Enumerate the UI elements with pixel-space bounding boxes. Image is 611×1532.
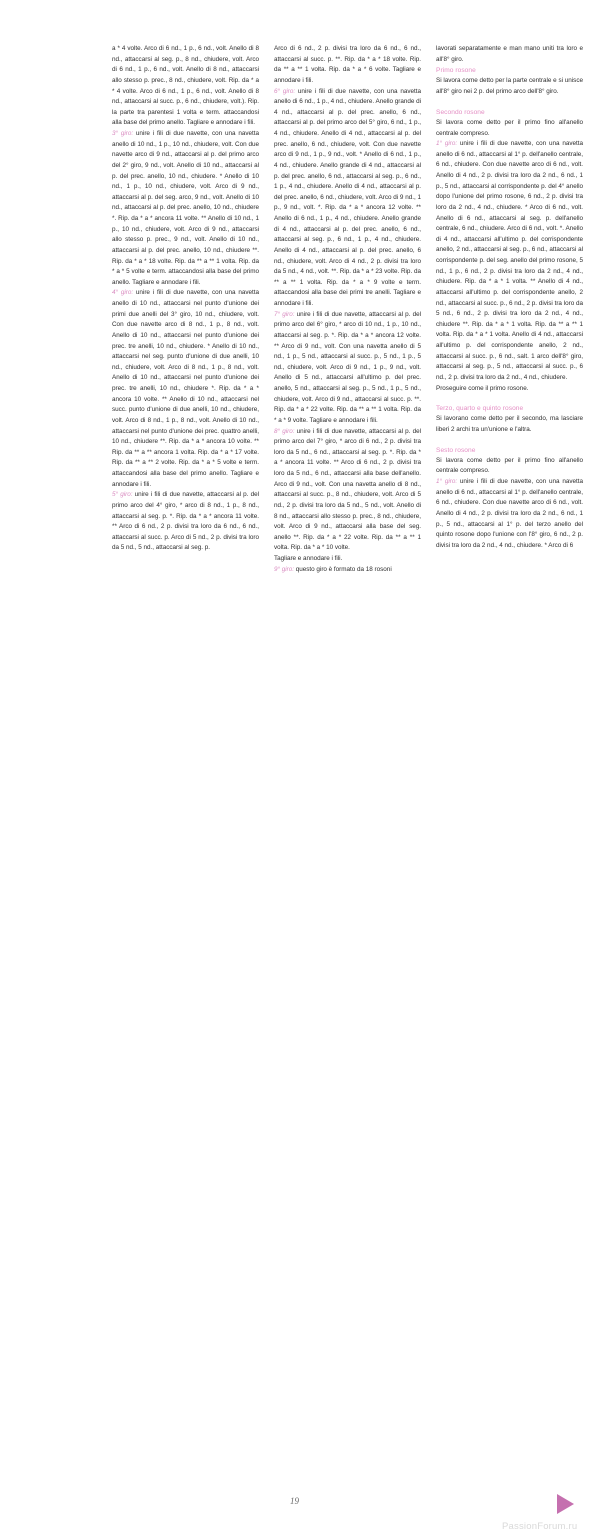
giro-4-paragraph xyxy=(112,288,259,490)
giro-label: 9° giro: xyxy=(274,565,295,573)
heading-primo-rosone: Primo rosone xyxy=(436,67,476,75)
giro-1-secondo-rosone xyxy=(436,139,583,383)
heading-secondo-rosone: Secondo rosone xyxy=(436,108,485,116)
giro-label: 1° giro: xyxy=(436,140,458,148)
section-spacer xyxy=(436,394,583,403)
giro-text: unire i fili di due navette, attaccarsi al p. del primo arco del 6° giro, * arco di 10 nd., 1 p., 10 nd., attaccarsi al seg. p. *. Rip. da * a * ancora 12 volte. ** Arco di 9 nd., volt. Con una navetta anello di 5 nd., 1 p., 5 nd., attaccarsi al succ. p., 5 nd., 1 p., 5 nd., chiudere, volt. Arco di 9 nd., 1 p., 9 nd., volt. Anello di 5 nd., attaccarsi all'ultimo p. del prec. anello, 5 nd., attaccarsi al seg. p., 5 nd., 1 p., 5 nd., chiudere, volt. Arco di 9 nd., attaccarsi al succ. p. **. Rip. da * a * 22 volte. Rip. da ** a ** 1 volta. Rip. da * a * 9 volte. Tagliare e annodare i fili. xyxy=(274,310,421,424)
giro-9-paragraph xyxy=(274,565,421,576)
giro-8-paragraph xyxy=(274,427,421,555)
giro-7-paragraph xyxy=(274,310,421,427)
giro-5-paragraph xyxy=(112,490,259,554)
giro-label: 8° giro: xyxy=(274,427,295,435)
watermark-passionforum: PassionForum.ru xyxy=(502,1521,578,1532)
giro-6-paragraph xyxy=(274,87,421,310)
proseguire-paragraph: Proseguire come il primo rosone. xyxy=(436,384,529,392)
page-number: 19 xyxy=(290,1496,299,1506)
giro-label: 1° giro: xyxy=(436,478,458,486)
primo-rosone-paragraph: Si lavora come detto per la parte centrale e si unisce all'8° giro nei 2 p. del primo arco dell'8° giro. xyxy=(436,77,583,96)
right-column xyxy=(436,44,583,551)
play-triangle-icon xyxy=(557,1494,574,1514)
giro-text: unire i fili di due navette, con una navetta anello di 6 nd., attaccarsi al 1° p. dell'anello centrale, 6 nd., chiudere. Con due navette arco di 6 nd., volt. Anello di 4 nd., 2 p. divisi tra loro da 2 nd., 6 nd., 1 p., 5 nd., attaccarsi al 1° p. del terzo anello del quinto rosone dopo l'unione con l'8° giro, 6 nd., 2 p. divisi tra loro da 2 nd., 4 nd., chiudere. * Arco di 6 xyxy=(436,478,583,549)
continuation-paragraph: Arco di 6 nd., 2 p. divisi tra loro da 6 nd., 6 nd., attaccarsi al succ. p. **. Rip. da * a * 18 volte. Rip. da ** a ** 1 volta. Rip. da * a * 6 volte. Tagliare e annodare i fili. xyxy=(274,45,421,84)
section-spacer xyxy=(436,98,583,107)
continuation-paragraph: a * 4 volte. Arco di 6 nd., 1 p., 6 nd., volt. Anello di 8 nd., attaccarsi al seg. p., 8 nd., chiudere, volt. Arco di 6 nd., 1 p., 6 nd., volt. Anello di 8 nd., attaccarsi allo stesso p. prec., 8 nd., chiudere, volt. Rip. da * a * 4 volte. Arco di 6 nd., 1 p., 6 nd., volt. Anello di 8 nd., attaccarsi al succ. p., 6 nd., chiudere, volt.). Rip. la parte tra parentesi 1 volta e term. attaccandosi alla base del primo anello. Tagliare e annodare i fili. xyxy=(112,45,259,127)
continuation-paragraph: lavorati separatamente e man mano uniti tra loro e all'8° giro. xyxy=(436,45,583,63)
section-spacer xyxy=(436,436,583,445)
giro-label: 5° giro: xyxy=(112,491,133,499)
giro-text: unire i fili di due navette, con una navetta anello di 6 nd., attaccarsi al 1° p. dell'anello centrale, 6 nd., chiudere. Con due navette arco di 6 nd., volt. Anello di 4 nd., 2 p. divisi tra loro da 2 nd., 6 nd., 1 p., 5 nd., attaccarsi al corrispondente p. del 4° anello dopo l'unione del primo rosone, 6 nd., 2 p. divisi tra loro da 2 nd., 4 nd., chiudere. * Arco di 6 nd., volt. Anello di 6 nd., attaccarsi al seg. p. dell'anello centrale, 6 nd., chiudere. Arco di 6 nd., volt. *. Anello di 4 nd., attaccarsi all'ultimo p. del corrispondente anello, 2 nd., attaccarsi al seg. p., 6 nd., attaccarsi al corrispondente p. del seg. anello del primo rosone, 5 nd., 1 p., 6 nd., 2 p. divisi tra loro da 2 nd., 4 nd., chiudere. Rip. da * a * 1 volta. ** Anello di 4 nd., attaccarsi all'ultimo p. del corrispondente anello, 2 nd., attaccarsi al succ. p., 6 nd., 2 p. divisi tra loro da 5 nd., 6 nd., 2 p. divisi tra loro da 2 nd., 4 nd., chiudere **. Rip. da * a * 1 volta. Rip. da ** a ** 1 volta. Rip. da * a * 1 volta. Anello di 4 nd., attaccarsi all'ultimo p. del corrispondente anello, 2 nd., attaccarsi al succ. p., 6 nd., salt. 1 arco dell'8° giro, attaccarsi al seg. p., 5 nd., attaccarsi al succ. p., 6 nd., 2 p. divisi tra loro da 2 nd., 4 nd., chiudere. xyxy=(436,140,583,381)
heading-sesto-rosone: Sesto rosone xyxy=(436,446,476,454)
giro-text: unire i fili di due navette, con una navetta anello di 10 nd., 1 p., 10 nd., chiudere, volt. Con due navette arco di 9 nd., attaccarsi al p. del primo arco del 2° giro, 9 nd., volt. Anello di 10 nd., attaccarsi al p. del prec. anello, 10 nd., chiudere. * Anello di 10 nd., 1 p., 10 nd., chiudere, volt. Arco di 9 nd., attaccarsi al p. del seg. arco, 9 nd., volt. Anello di 10 nd., attaccarsi al p. del prec. anello, 10 nd., chiudere *. Rip. da * a * ancora 11 volte. ** Anello di 10 nd., 1 p., 10 nd., chiudere, volt. Arco di 9 nd., attaccarsi allo stesso p. prec., 9 nd., volt. Anello di 10 nd., attaccarsi al p. del prec. anello, 10 nd., chiudere **. Rip. da * a * 18 volte. Rip. da ** a ** 1 volta. Rip. da * a * 5 volte e term. attaccandosi alla base del primo anello. Tagliare e annodare i fili. xyxy=(112,130,259,286)
giro-text: unire i fili di due navette, attaccarsi al p. del primo arco del 4° giro, * arco di 8 nd., 1 p., 8 nd., attaccarsi al seg. p. *. Rip. da * a * ancora 11 volte. ** Arco di 6 nd., 2 p. divisi tra loro da 6 nd., 6 nd., attaccarsi al succ. p. Arco di 5 nd., 2 p. divisi tra loro da 5 nd., 5 nd., attaccarsi al seg. p. xyxy=(112,491,259,552)
giro-3-paragraph xyxy=(112,129,259,288)
secondo-rosone-paragraph: Si lavora come detto per il primo fino all'anello centrale compreso. xyxy=(436,118,583,137)
giro-label: 4° giro: xyxy=(112,289,134,297)
giro-text: unire i fili di due navette, con una navetta anello di 6 nd., 1 p., 4 nd., chiudere. Anello grande di 4 nd., attaccarsi al p. del prec. anello, 6 nd., attaccarsi al p. del primo arco del 5° giro, 6 nd., 1 p., 4 nd., chiudere. Anello di 4 nd., attaccarsi al p. del prec. anello, 6 nd., chiudere, volt. Con due navette arco di 9 nd., 1 p., 9 nd., volt. * Anello di 6 nd., 1 p., 4 nd., chiudere. Anello grande di 4 nd., attaccarsi al p. del prec. anello, 6 nd., attaccarsi al seg. p., 6 nd., 1 p., 4 nd., chiudere. Anello di 4 nd., attaccarsi al p. del prec. anello, 6 nd., chiudere, volt. Arco di 9 nd., 1 p., 9 nd., volt. *. Rip. da * a * ancora 12 volte. ** Anello di 6 nd., 1 p., 4 nd., chiudere. Anello grande di 4 nd., attaccarsi al p. del prec. anello, 6 nd., attaccarsi al seg. p., 6 nd., 1 p., 4 nd., chiudere. Anello di 4 nd., attaccarsi al p. del prec. anello, 6 nd., chiudere, volt. Arco di 4 nd., 2 p. divisi tra loro da 5 nd., 4 nd., volt. **. Rip. da * a * 23 volte. Rip. da ** a ** 1 volta. Rip. da * a * 9 volte e term. attaccandosi alla base dei primi tre anelli. Tagliare e annodare i fili. xyxy=(274,87,422,307)
heading-terzo-quarto-quinto-rosone: Terzo, quarto e quinto rosone xyxy=(436,405,524,413)
giro-label: 7° giro: xyxy=(274,310,295,318)
text-columns-container xyxy=(112,44,584,744)
giro-1-sesto-rosone xyxy=(436,477,583,551)
giro-text: unire i fili di due navette, attaccarsi al p. del primo arco del 7° giro, * arco di 6 nd., 2 p. divisi tra loro da 5 nd., 6 nd., attaccarsi al seg. p. *. Rip. da * a * ancora 11 volte. ** Arco di 6 nd., 2 p. divisi tra loro da 5 nd., 6 nd., attaccarsi alla base dell'anello. Arco di 9 nd., volt. Con una navetta anello di 8 nd., attaccarsi al succ. p., 8 nd., chiudere, volt. Arco di 5 nd., 2 p. divisi tra loro da 5 nd., 5 nd., volt. Anello di 8 nd., attaccarsi allo stesso p. prec., 8 nd., chiudere, volt. Arco di 9 nd., attaccarsi alla base del seg. anello **. Rip. da * a * 22 volte. Rip. da ** a ** 1 volta. Rip. da * a * 10 volte. xyxy=(274,427,421,552)
giro-text: questo giro è formato da 18 rosoni xyxy=(294,565,392,573)
giro-label: 6° giro: xyxy=(274,87,296,95)
page-footer xyxy=(0,744,611,1532)
left-column xyxy=(112,44,259,554)
giro-text: unire i fili di due navette, con una navetta anello di 10 nd., attaccarsi nel punto d'unione dei primi due anelli del 3° giro, 10 nd., chiudere, volt. Con due navette arco di 8 nd., 1 p., 8 nd., volt. Anello di 10 nd., attaccarsi nel punto d'unione dei prec. tre anelli, 10 nd., chiudere. * Anello di 10 nd., attaccarsi nel seg. punto d'unione di due anelli, 10 nd., chiudere, volt. Arco di 8 nd., 1 p., 8 nd., volt. Anello di 10 nd., attaccarsi nel punto d'unione dei prec. tre anelli, 10 nd., chiudere *. Rip. da * a * ancora 10 volte. ** Anello di 10 nd., attaccarsi nel succ. punto d'unione di due anelli, 10 nd., chiudere, volt. Arco di 8 nd., 1 p., 8 nd., volt. Anello di 10 nd., attaccarsi nel punto d'unione dei prec. quattro anelli, 10 nd., chiudere **. Rip. da * a * ancora 10 volte. ** Rip. da ** a ** ancora 1 volta. Rip. da * a * 17 volte. Rip. da ** a ** 2 volte. Rip. da * a * 5 volte e term. attaccandosi alla base del primo anello. Tagliare e annodare i fili. xyxy=(112,289,259,488)
terzo-quarto-quinto-paragraph: Si lavorano come detto per il secondo, ma lasciare liberi 2 archi tra un'unione e l'altra. xyxy=(436,415,583,433)
middle-column xyxy=(274,44,421,575)
giro-label: 3° giro: xyxy=(112,130,134,137)
cut-knot-paragraph: Tagliare e annodare i fili. xyxy=(274,555,343,562)
sesto-rosone-paragraph: Si lavora come detto per il primo fino all'anello centrale compreso. xyxy=(436,456,583,475)
